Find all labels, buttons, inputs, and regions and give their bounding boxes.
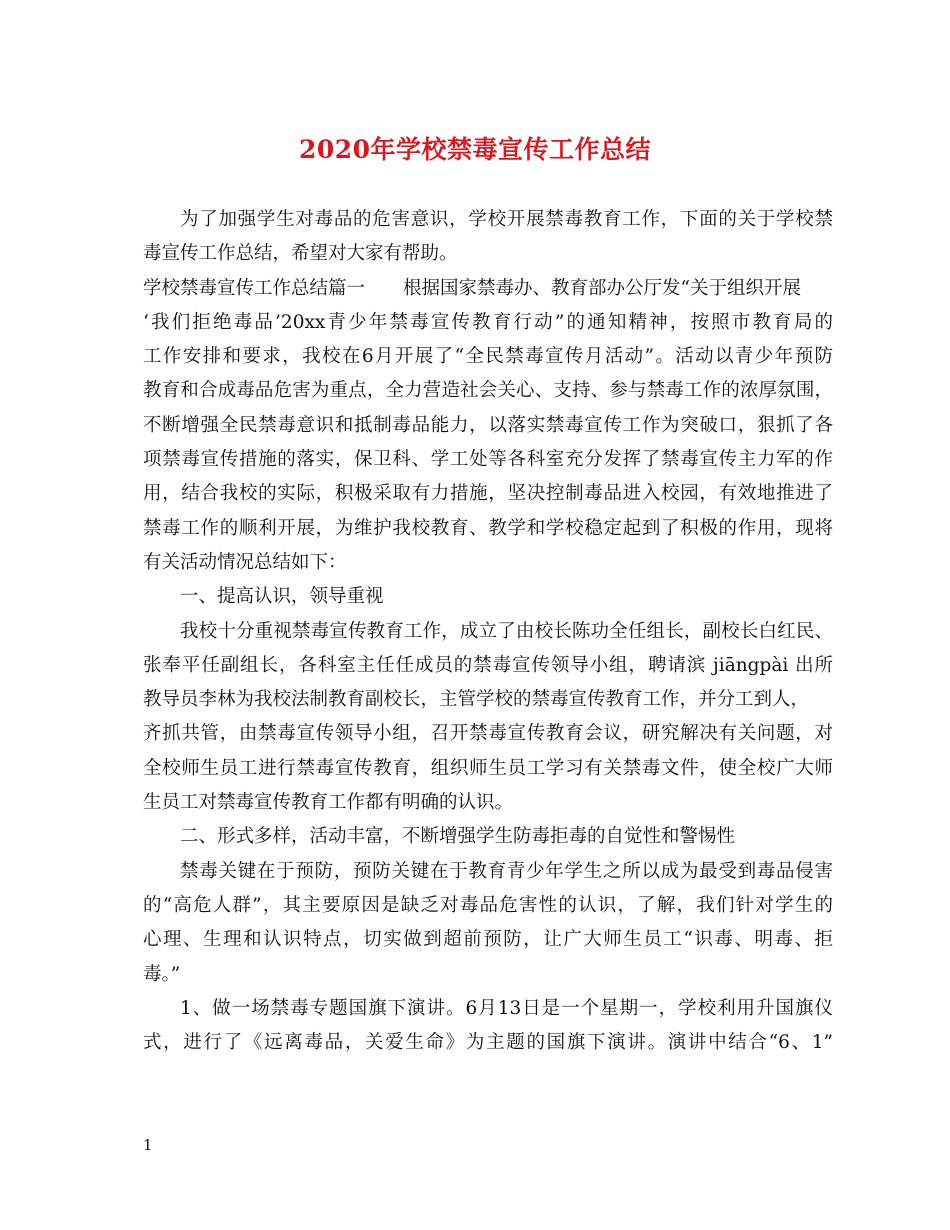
paragraph-line: 教育和合成毒品危害为重点，全力营造社会关心、支持、参与禁毒工作的浓厚氛围， — [143, 380, 833, 402]
section-heading: 二、形式多样，活动丰富，不断增强学生防毒拒毒的自觉性和警惕性 — [180, 826, 736, 848]
paragraph-line: 心理、生理和认识特点，切实做到超前预防，让广大师生员工“识毒、明毒、拒 — [143, 929, 833, 951]
paragraph-text: 根据国家禁毒办、教育部办公厅发“关于组织开展 — [403, 277, 801, 299]
paragraph-line: 用，结合我校的实际，积极采取有力措施，坚决控制毒品进入校园，有效地推进了 — [143, 483, 833, 505]
paragraph-line: 生员工对禁毒宣传教育工作都有明确的认识。 — [143, 792, 514, 814]
paragraph-line: 的“高危人群”，其主要原因是缺乏对毒品危害性的认识，了解，我们针对学生的 — [143, 894, 833, 916]
paragraph-line: 禁毒关键在于预防，预防关键在于教育青少年学生之所以成为最受到毒品侵害 — [180, 860, 833, 882]
paragraph-line: 教导员李林为我校法制教育副校长，主管学校的禁毒宣传教育工作，并分工到人， — [143, 689, 810, 711]
paragraph-line: 张奉平任副组长，各科室主任任成员的禁毒宣传领导小组，聘请滨 jiāngpài 出所 — [143, 654, 833, 676]
paragraph-line — [143, 272, 833, 306]
paragraph-line: 1、做一场禁毒专题国旗下演讲。6月13日是一个星期一，学校利用升国旗仪 — [180, 997, 833, 1019]
section-heading: 学校禁毒宣传工作总结篇一 — [143, 277, 366, 299]
paragraph-line: 项禁毒宣传措施的落实，保卫科、学工处等各科室充分发挥了禁毒宣传主力军的作 — [143, 449, 833, 471]
page-number: 1 — [143, 1136, 153, 1154]
paragraph-line: 式，进行了《远离毒品，关爱生命》为主题的国旗下演讲。演讲中结合“6、1” — [143, 1032, 833, 1054]
paragraph-line: 有关活动情况总结如下： — [143, 551, 347, 573]
paragraph-line: 我校十分重视禁毒宣传教育工作，成立了由校长陈功全任组长，副校长白红民、 — [180, 620, 833, 642]
paragraph-line: 毒宣传工作总结，希望对大家有帮助。 — [143, 243, 458, 265]
paragraph-line: 不断增强全民禁毒意识和抵制毒品能力，以落实禁毒宣传工作为突破口，狠抓了各 — [143, 414, 833, 436]
document-title: 2020年学校禁毒宣传工作总结 — [298, 135, 652, 164]
section-heading: 一、提高认识，领导重视 — [180, 586, 384, 608]
paragraph-line: ‘我们拒绝毒品’20xx青少年禁毒宣传教育行动”的通知精神，按照市教育局的 — [143, 311, 833, 333]
document-body — [143, 203, 833, 1060]
paragraph-line: 全校师生员工进行禁毒宣传教育，组织师生员工学习有关禁毒文件，使全校广大师 — [143, 757, 833, 779]
paragraph-line: 禁毒工作的顺利开展，为维护我校教育、教学和学校稳定起到了积极的作用，现将 — [143, 517, 833, 539]
paragraph-line: 毒。” — [143, 963, 181, 985]
paragraph-line: 工作安排和要求，我校在6月开展了“全民禁毒宣传月活动”。活动以青少年预防 — [143, 346, 833, 368]
paragraph-line: 为了加强学生对毒品的危害意识，学校开展禁毒教育工作，下面的关于学校禁 — [180, 209, 833, 230]
paragraph-line: 齐抓共管，由禁毒宣传领导小组，召开禁毒宣传教育会议，研究解决有关问题，对 — [143, 723, 833, 745]
